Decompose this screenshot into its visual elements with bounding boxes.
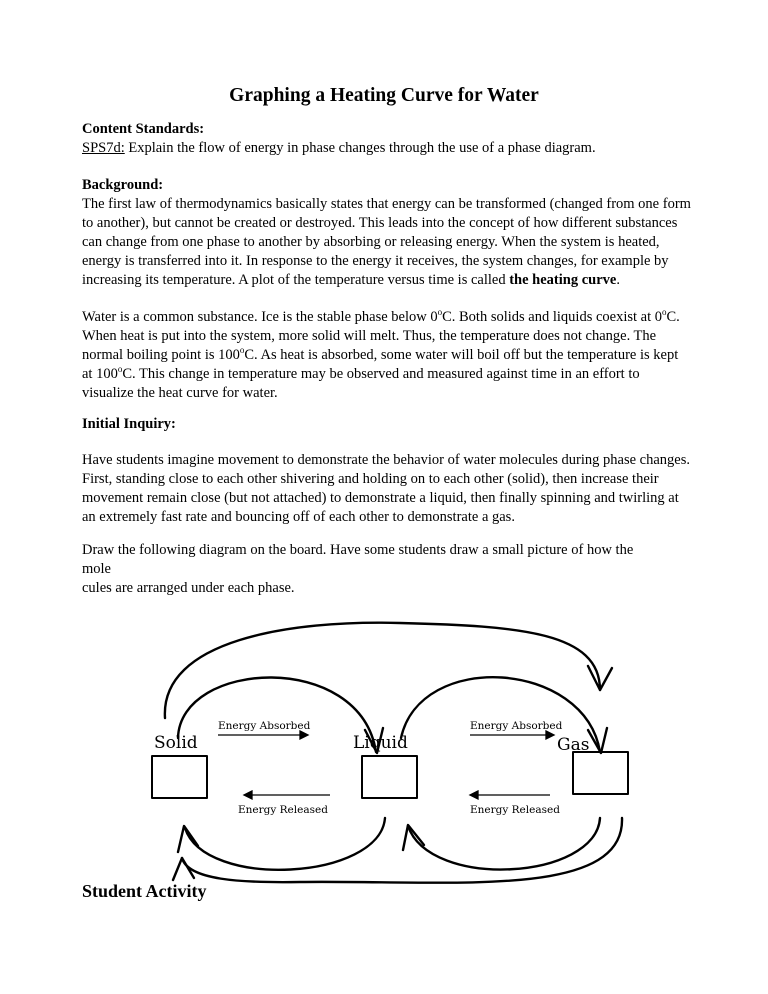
solid-to-liquid-arc	[178, 677, 376, 752]
absorbed-arrowhead-2	[546, 731, 554, 739]
page-title: Graphing a Heating Curve for Water	[229, 85, 539, 106]
inquiry-paragraph-1: Have students imagine movement to demonstrate the behavior of water molecules during phase changes. First, standing close to each other shivering and holding on to each other (solid), then increase their movement remain close (but not attached) to demonstrate a liquid, then finally spinning and twirling at an extremely fast rate and bouncing off of each other to demonstrate a gas.	[82, 452, 691, 525]
inquiry-p2-line-2: mole	[82, 561, 111, 577]
p2-sentence-3: C. When heat is put into the system, more solid will melt. Thus, the temperature does not change. The normal boiling point is 100	[82, 309, 680, 363]
solid-box	[152, 756, 207, 798]
solid-label: Solid	[154, 733, 198, 753]
liquid-to-solid-arrowhead	[178, 826, 198, 852]
energy-released-label-2: Energy Released	[470, 804, 560, 816]
degree-mark: o	[239, 345, 245, 356]
released-arrowhead-2	[470, 791, 478, 799]
gas-label: Gas	[557, 735, 590, 755]
degree-mark: o	[117, 364, 123, 375]
inquiry-p2-line-1: Draw the following diagram on the board. Have some students draw a small picture of how the	[82, 542, 634, 558]
solid-to-gas-arc	[165, 623, 600, 718]
energy-absorbed-label-1: Energy Absorbed	[218, 720, 311, 732]
standards-heading: Content Standards:	[82, 121, 205, 137]
gas-box	[573, 752, 628, 794]
p2-sentence-5: C. This change in temperature may be observed and measured against time in an effort to visualize the heat curve for water.	[82, 366, 640, 401]
energy-absorbed-label-2: Energy Absorbed	[470, 720, 563, 732]
background-p1-end: .	[616, 272, 620, 288]
degree-mark: o	[437, 307, 443, 318]
standards-description: Explain the flow of energy in phase changes through the use of a phase diagram.	[124, 140, 596, 156]
absorbed-arrowhead-1	[300, 731, 308, 739]
gas-to-liquid-arc	[408, 818, 600, 869]
background-p1-text: The first law of thermodynamics basically states that energy can be transformed (changed from one form to another), but cannot be created or destroyed. This leads into the concept of how different substances can change from one phase to another by absorbing or releasing energy. When the system is heated, energy is transferred into it. In response to the energy it receives, the system changes, for example by increasing its temperature. A plot of the temperature versus time is called	[82, 196, 691, 288]
heating-curve-term: the heating curve	[509, 272, 617, 288]
standards-code: SPS7d:	[82, 140, 125, 156]
liquid-label: Liquid	[353, 733, 408, 753]
liquid-to-solid-arc	[185, 818, 385, 870]
degree-mark: o	[662, 307, 667, 318]
p2-sentence-2: C. Both solids and liquids coexist at 0	[442, 309, 663, 325]
p2-sentence-4: C. As heat is absorbed, some water will boil off but the temperature is kept at 100	[82, 347, 679, 382]
student-activity-heading: Student Activity	[82, 881, 207, 901]
energy-released-label-1: Energy Released	[238, 804, 328, 816]
inquiry-heading: Initial Inquiry:	[82, 416, 176, 432]
liquid-box	[362, 756, 417, 798]
background-heading: Background:	[82, 177, 164, 193]
inquiry-p2-line-3: cules are arranged under each phase.	[82, 580, 295, 596]
p2-sentence-1: Water is a common substance. Ice is the stable phase below 0	[82, 309, 438, 325]
released-arrowhead-1	[244, 791, 252, 799]
